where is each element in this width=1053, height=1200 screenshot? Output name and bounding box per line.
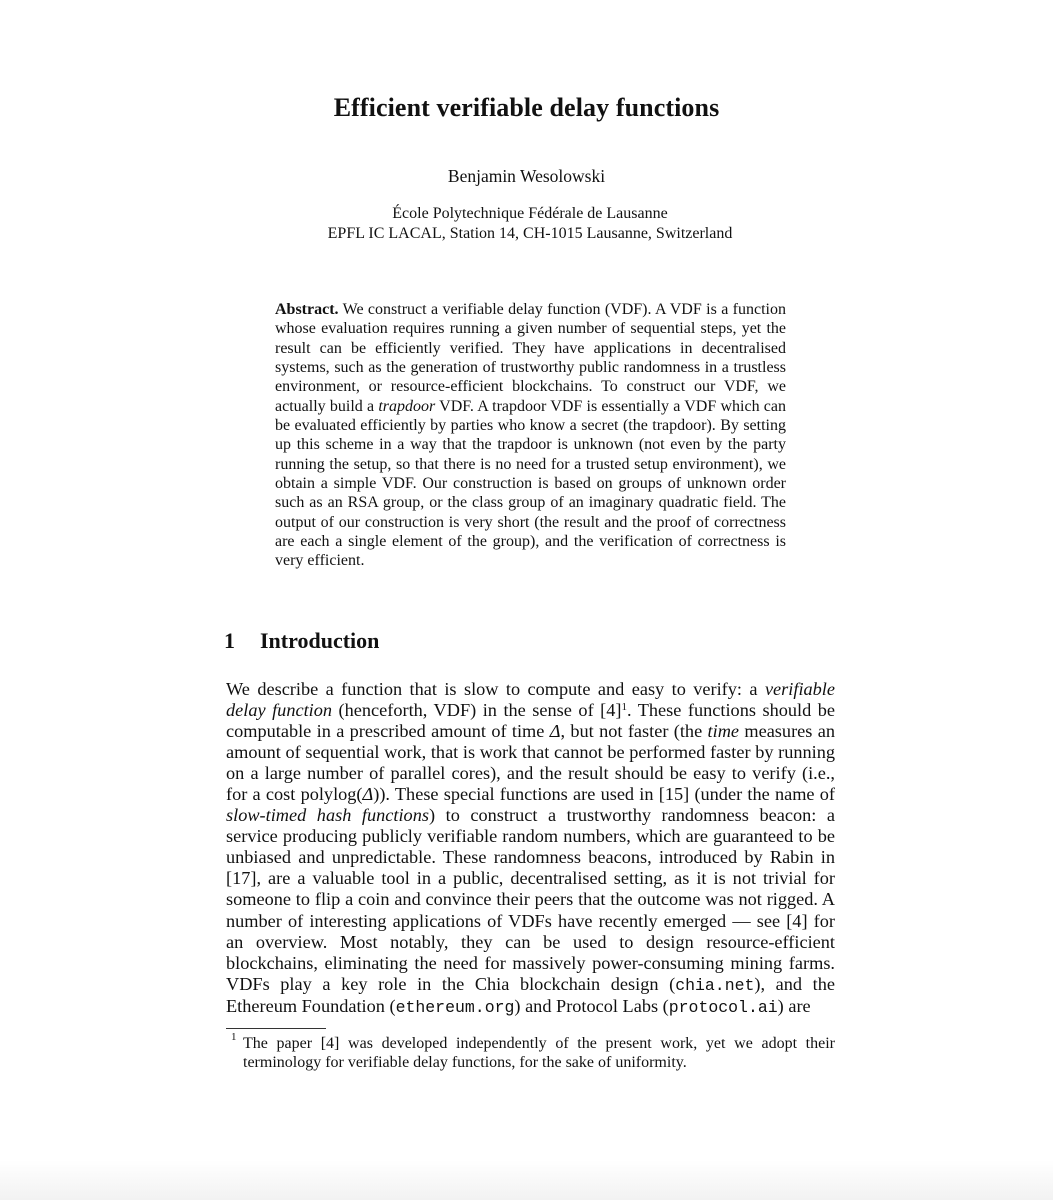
footnote-reference: 1 <box>621 701 627 714</box>
intro-text: . These functions should be computable in a prescribed amount of time <box>226 700 835 742</box>
intro-text: ) and Protocol Labs ( <box>514 995 669 1016</box>
footnote-divider <box>226 1028 326 1029</box>
footnote-mark: 1 <box>231 1031 237 1043</box>
intro-emphasis: slow-timed hash functions <box>226 805 429 826</box>
author-name: Benjamin Wesolowski <box>447 166 606 186</box>
paper-title: Efficient verifiable delay functions <box>333 93 720 122</box>
author-affiliation <box>0 204 1053 244</box>
intro-text: )). These special functions are used in [15] (under the name of <box>373 784 835 805</box>
intro-text: ) to construct a trustworthy randomness beacon: a service producing publicly verifiable random numbers, which are guaranteed to be unbiased and unpredictable. These randomness beacons, introduced by Rabin in [17], are a valuable tool in a public, decentralised setting, as it is not trivial for someone to flip a coin and convince their peers that the outcome was not rigged. A number of interesting applications of VDFs have recently emerged — see [4] for an overview. Most notably, they can be used to design resource-efficient blockchains, eliminating the need for massively power-consuming mining farms. VDFs play a key role in the Chia blockchain design ( <box>226 805 835 994</box>
section-title: Introduction <box>260 628 380 653</box>
introduction-paragraph <box>226 679 835 1018</box>
intro-text: , but not faster (the <box>560 721 708 742</box>
intro-text: ), and the Ethereum Foundation ( <box>226 973 835 1016</box>
abstract-label: Abstract. <box>275 301 339 318</box>
abstract-text-part-1: We construct a verifiable delay function (VDF). A VDF is a function whose evaluation requires running a given number of sequential steps, yet the result can be efficiently verified. They have applications in decentralised systems, such as the generation of trustworthy public randomness in a trustless environment, or resource-efficient blockchains. To construct our VDF, we actually build a <box>275 301 786 415</box>
page-bottom-shadow <box>0 1160 1053 1200</box>
abstract-text-part-2: VDF. A trapdoor VDF is essentially a VDF which can be evaluated efficiently by parties who know a secret (the trapdoor). By setting up this scheme in a way that the trapdoor is unknown (not even by the party running the setup, so that there is no need for a trusted setup environment), we obtain a simple VDF. Our construction is based on groups of unknown order such as an RSA group, or the class group of an imaginary quadratic field. The output of our construction is very short (the result and the proof of correctness are each a single element of the group), and the verification of correctness is very efficient. <box>275 397 787 570</box>
intro-text: (henceforth, VDF) in the sense of [4] <box>332 700 622 721</box>
math-delta: Δ <box>549 721 561 742</box>
affiliation-line-1: École Polytechnique Fédérale de Lausanne <box>392 205 668 222</box>
intro-emphasis: time <box>707 721 740 742</box>
intro-emphasis: verifiable delay function <box>226 679 835 721</box>
section-number: 1 <box>224 628 235 653</box>
code-url: chia.net <box>675 975 755 995</box>
section-heading-introduction <box>224 628 379 654</box>
intro-text: We describe a function that is slow to compute and easy to verify: a <box>226 679 765 699</box>
intro-text: measures an amount of sequential work, that is work that cannot be performed faster by running on a large number of parallel cores), and the result should be easy to verify (i.e., for a cost polylog( <box>226 721 835 805</box>
math-delta: Δ <box>362 784 374 805</box>
code-url: protocol.ai <box>668 997 778 1017</box>
code-url: ethereum.org <box>395 997 515 1017</box>
abstract <box>275 300 786 571</box>
abstract-emphasis: trapdoor <box>378 397 436 415</box>
intro-text: ) are <box>777 995 811 1016</box>
footnote-text: The paper [4] was developed independently of the present work, yet we adopt their terminology for verifiable delay functions, for the sake of uniformity. <box>243 1035 835 1072</box>
affiliation-line-2: EPFL IC LACAL, Station 14, CH-1015 Lausanne, Switzerland <box>327 225 733 242</box>
